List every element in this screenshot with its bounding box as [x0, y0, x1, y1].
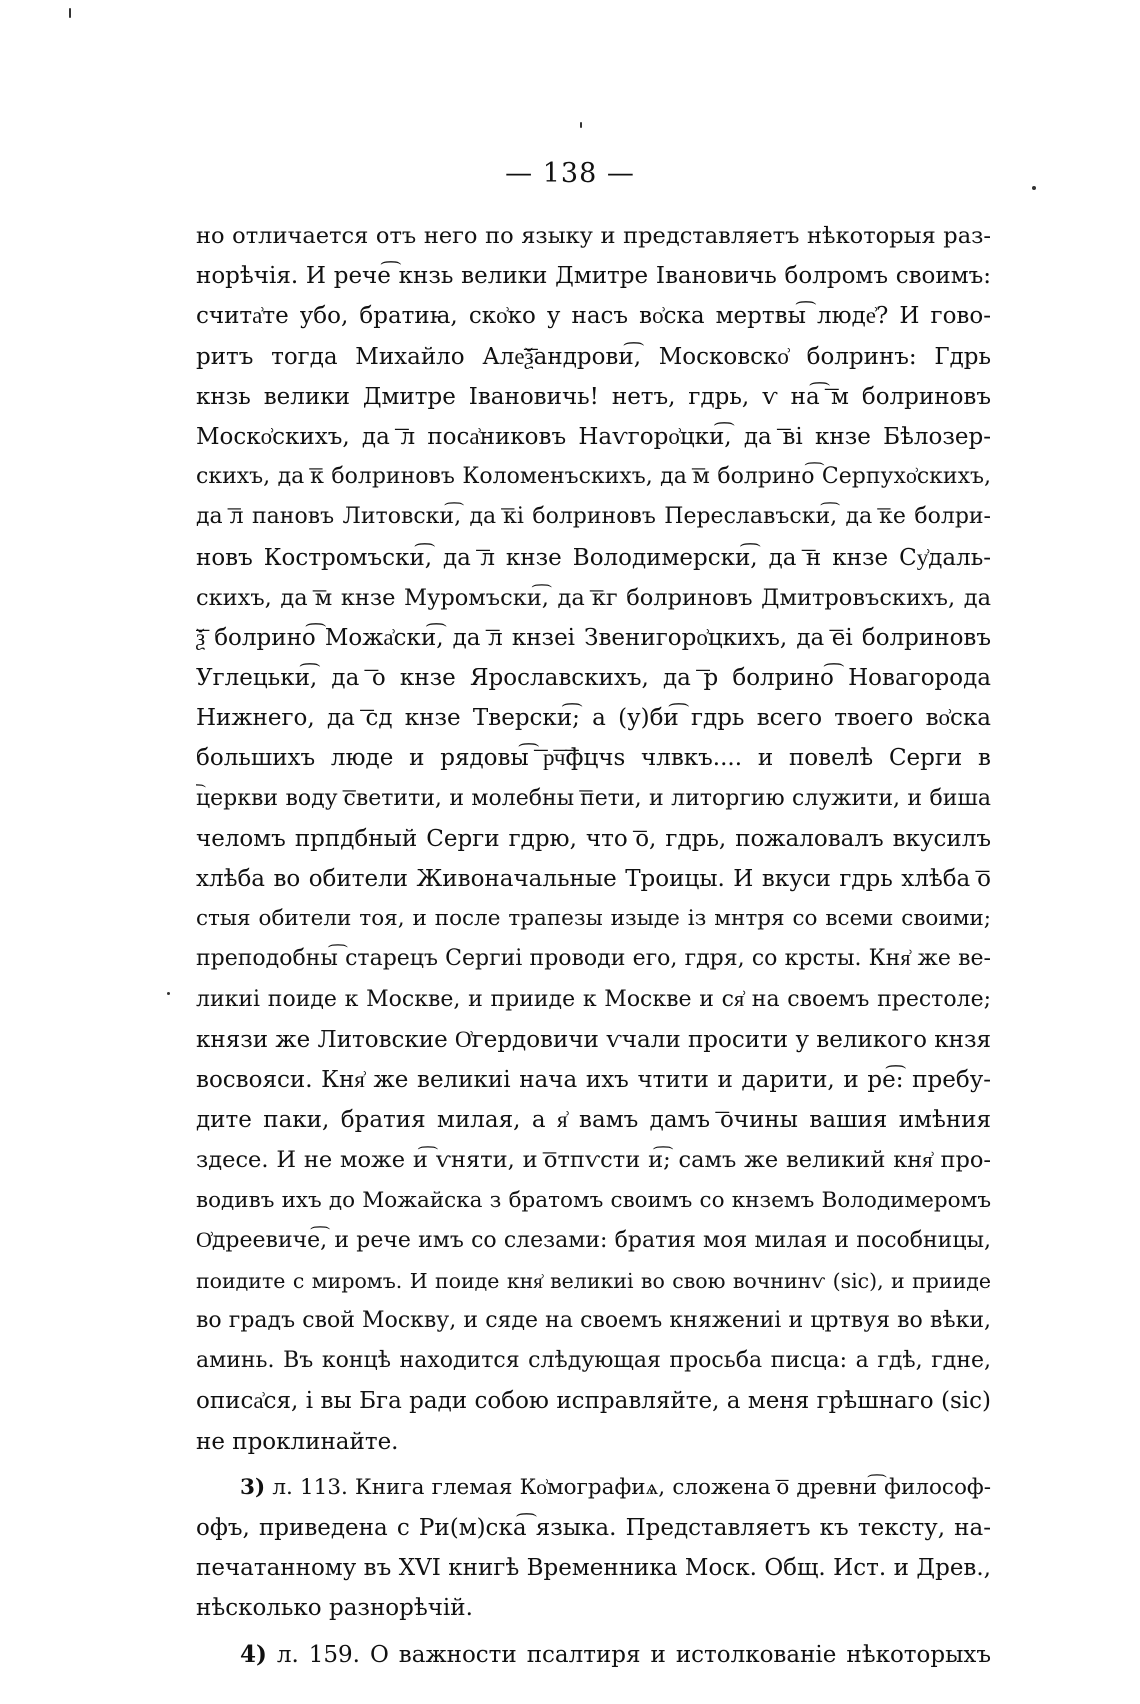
- text-line: князи же Литовские О͗гердовичи ѵчали просити у великого кнзя: [196, 1026, 991, 1053]
- text-line: водивъ ихъ до Можайска з братомъ своимъ со кнземъ Володимеромъ: [196, 1187, 991, 1213]
- text-line: Углецьки͡, да ͞о кнзе Ярославскихъ, да ͞р болрино͡ Новагорода: [196, 665, 991, 692]
- text-line: [196, 1468, 991, 1508]
- item-text: л. 159. О важности псалтиря и истолкованіе нѣкоторыхъ: [276, 1641, 991, 1668]
- item-number: 3): [240, 1474, 266, 1500]
- text-line: печатанному въ XVI книгѣ Временника Моск. Общ. Ист. и Древ.,: [196, 1555, 991, 1582]
- text-line: О͗дреевиче͡, и рече имъ со слезами: братия моя милая и пособницы,: [196, 1227, 991, 1253]
- paragraph-main: [196, 216, 991, 1462]
- text-line: дите паки, братия милая, а я͗ вамъ дамъ ͞очины вашия имѣния: [196, 1107, 991, 1134]
- scan-speck: [580, 122, 582, 128]
- text-line: счита͗те убо, братиꙗ, ско͗ко у насъ во͗ска мертвы͡ люде͗? И гово-: [196, 303, 991, 330]
- list-item-3: [196, 1468, 991, 1629]
- text-line: ͞ѯ болрино͡ Можа͗ски͡, да ͞л кнзеі Звенигоро͗цкихъ, да ͞еі болриновъ: [196, 624, 991, 651]
- text-line: стыя обители тоя, и после трапезы изыде із мнтря со всеми своими;: [196, 906, 991, 932]
- text-line: челомъ прпдбный Серги гдрю, что ͞о, гдрь, пожаловалъ вкусилъ: [196, 825, 991, 852]
- text-line: поидите с миромъ. И поиде кня͗ великиі во свою вочнинѵ (sic), и прииде: [196, 1268, 991, 1293]
- scan-speck: [69, 8, 71, 18]
- item-number: 4): [240, 1640, 267, 1668]
- text-line: норѣчія. И рече͡ кнзь велики Дмитре Івановичь болромъ своимъ:: [196, 263, 991, 290]
- text-block: [196, 216, 991, 1675]
- text-line: аминь. Въ концѣ находится слѣдующая просьба писца: а гдѣ, гдне,: [196, 1348, 991, 1374]
- text-line: офъ, приведена с Ри(м)ска͡ языка. Представляетъ къ тексту, на-: [196, 1515, 991, 1541]
- item-text: л. 113. Книга глемая Ко͗мографиѧ, сложена ͞о древни͡ философ-: [272, 1474, 991, 1500]
- text-line: здесе. И не може и͡ ѵняти, и ͞отпѵсти и͡; самъ же великий кня͗ про-: [196, 1147, 991, 1174]
- list-item-4: [196, 1635, 991, 1675]
- text-line: кнзь велики Дмитре Івановичь! нетъ, гдрь, ѵ на͡ ͞м болриновъ: [196, 383, 991, 410]
- text-line: описа͗ся, і вы Бга ради собою исправляйте, а меня грѣшнаго (sic): [196, 1388, 991, 1415]
- text-line: да ͞л пановъ Литовски͡, да ͞кі болриновъ Переславъски͡, да ͞ке болри-: [196, 504, 991, 530]
- text-line: скихъ, да ͞м кнзе Муромъски͡, да ͞кг болриновъ Дмитровъскихъ, да: [196, 584, 991, 611]
- text-line: хлѣба во обители Живоначальные Троицы. И вкуси гдрь хлѣба ͞о: [196, 866, 991, 892]
- text-line: Нижнего, да ͞сд кнзе Тверски͡; а (у)би͡ гдрь всего твоего во͗ска: [196, 705, 991, 732]
- page-number: — 138 —: [505, 158, 635, 189]
- text-line: преподобны͡ старецъ Сергиі проводи его, гдря, со крсты. Кня͗ же ве-: [196, 946, 991, 972]
- text-line: ритъ тогда Михайло Але͞ѯандрови͡, Московско͗ болринъ: Гдрь: [196, 343, 991, 370]
- text-line: новъ Костромъски͡, да ͞л кнзе Володимерски͡, да ͞н кнзе Су͗даль-: [196, 544, 991, 571]
- text-line: но отличается отъ него по языку и представляетъ нѣкоторыя раз-: [196, 223, 991, 249]
- text-line: большихъ люде и рядовы͡ ͞р͞ч͞фцчѕ члвкъ.... и повелѣ Серги в: [196, 745, 991, 772]
- text-line: ͡церкви воду ͞светити, и молебны ͞пети, и литоргию служити, и биша: [196, 785, 991, 811]
- text-line: ликиі поиде к Москве, и прииде к Москве и ся͗ на своемъ престоле;: [196, 986, 991, 1012]
- text-line: [196, 1635, 991, 1675]
- scan-speck: [1032, 186, 1036, 190]
- text-line: не проклинайте.: [196, 1428, 399, 1455]
- scan-speck: [167, 992, 170, 995]
- text-line: нѣсколько разнорѣчій.: [196, 1595, 473, 1622]
- text-line: Моско͗скихъ, да ͞л поса͗никовъ Наѵгоро͗цки͡, да ͞ві кнзе Бѣлозер-: [196, 423, 991, 450]
- text-line: восвояси. Кня͗ же великиі нача ихъ чтити и дарити, и ре͡: пребу-: [196, 1066, 991, 1093]
- text-line: во градъ свой Москву, и сяде на своемъ княжениі и цртвуя во вѣки,: [196, 1308, 991, 1334]
- text-line: скихъ, да ͞к болриновъ Коломенъскихъ, да ͞м болрино͡ Серпухо͗скихъ,: [196, 464, 991, 490]
